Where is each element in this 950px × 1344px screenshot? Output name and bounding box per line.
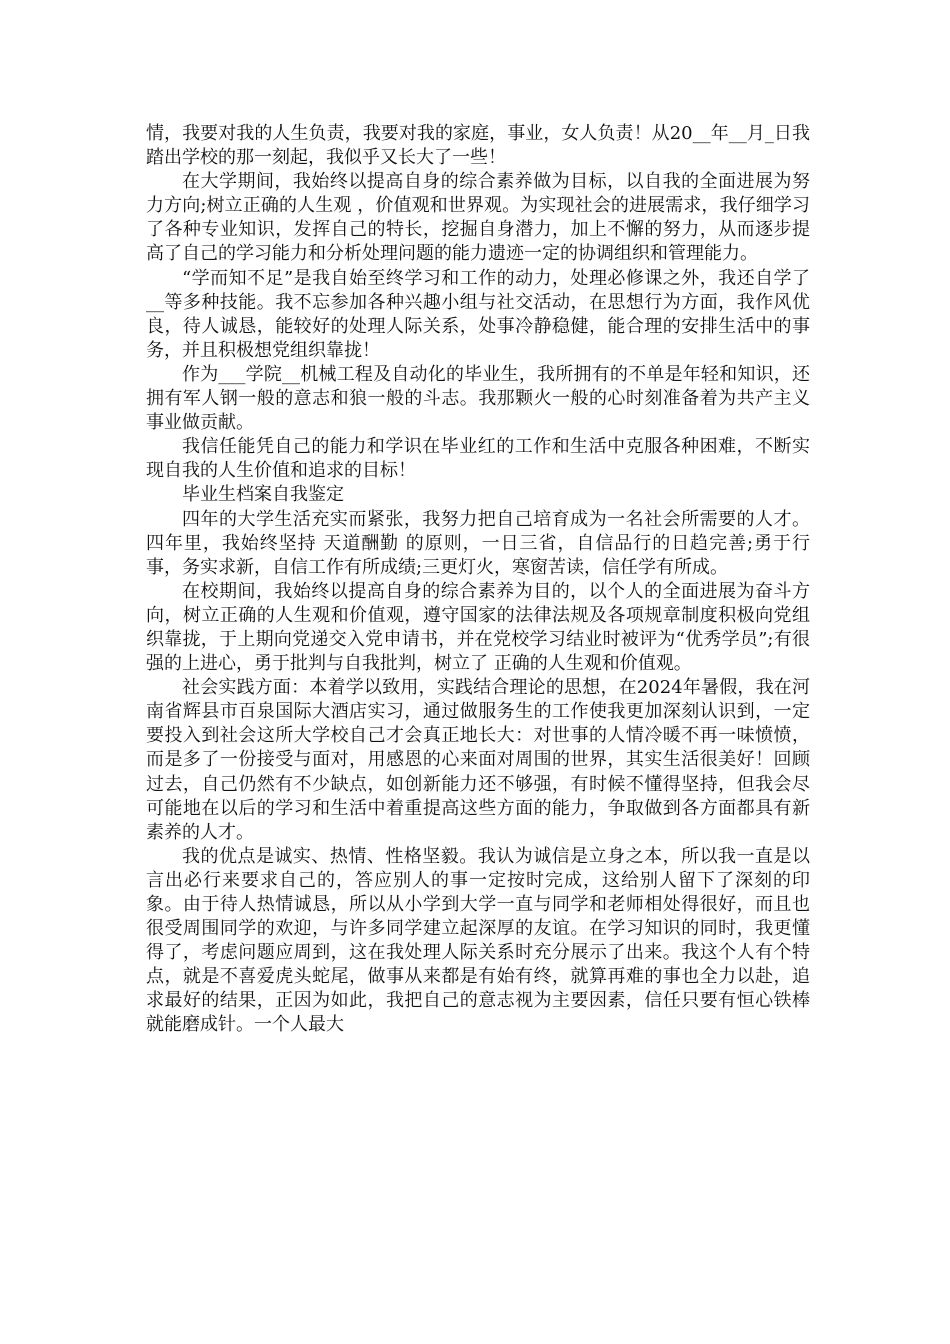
paragraph-social-practice: 社会实践方面：本着学以致用，实践结合理论的思想，在2024年暑假，我在河南省辉县市百泉国际大酒店实习，通过做服务生的工作使我更加深刻认识到，一定要投入到社会这所大学校自己才会真正地长大：对世事的人情冷暖不再一味愤愤，而是多了一份接受与面对，用感恩的心来面对周围的世界，其实生活很美好！回顾过去，自己仍然有不少缺点，如创新能力还不够强，有时候不懂得坚持，但我会尽可能地在以后的学习和生活中着重提高这些方面的能力，争取做到各方面都具有新素养的人才。 [146, 677, 810, 843]
section-heading: 毕业生档案自我鉴定 [182, 484, 344, 506]
paragraph-campus-period: 在校期间，我始终以提高自身的综合素养为目的，以个人的全面进展为奋斗方向，树立正确的人生观和价值观，遵守国家的法律法规及各项规章制度积极向党组织靠拢，于上期向党递交入党申请书，并在党校学习结业时被评为“优秀学员”;有很强的上进心，勇于批判与自我批判，树立了 正确的人生观和价值观。 [146, 580, 810, 675]
document-page [146, 122, 810, 1038]
paragraph-strengths: 我的优点是诚实、热情、性格坚毅。我认为诚信是立身之本，所以我一直是以言出必行来要求自己的，答应别人的事一定按时完成，这给别人留下了深刻的印象。由于待人热情诚恳，所以从小学到大学一直与同学和老师相处得很好，而且也很受周围同学的欢迎，与许多同学建立起深厚的友谊。在学习知识的同时，我更懂得了，考虑问题应周到，这在我处理人际关系时充分展示了出来。我这个人有个特点，就是不喜爱虎头蛇尾，做事从来都是有始有终，就算再难的事也全力以赴，追求最好的结果，正因为如此，我把自己的意志视为主要因素，信任只要有恒心铁棒就能磨成针。一个人最大 [146, 845, 810, 1036]
paragraph-self-study: “学而知不足”是我自始至终学习和工作的动力，处理必修课之外，我还自学了__等多种技能。我不忘参加各种兴趣小组与社交活动，在思想行为方面，我作风优良，待人诚恳，能较好的处理人际关系，处事冷静稳健，能合理的安排生活中的事务，并且积极想党组织靠拢！ [146, 267, 810, 361]
paragraph-confidence: 我信任能凭自己的能力和学识在毕业红的工作和生活中克服各种困难，不断实现自我的人生价值和追求的目标！ [146, 436, 810, 482]
paragraph-four-years: 四年的大学生活充实而紧张，我努力把自己培育成为一名社会所需要的人才。四年里，我始终坚持 天道酬勤 的原则，一日三省，自信品行的日趋完善;勇于行事，务实求新，自信工作有所成绩;三更灯火，寒窗苦读，信任学有所成。 [146, 508, 810, 578]
paragraph-graduate-identity: 作为___学院__机械工程及自动化的毕业生，我所拥有的不单是年轻和知识，还拥有军人钢一般的意志和狼一般的斗志。我那颗火一般的心时刻准备着为共产主义事业做贡献。 [146, 363, 810, 434]
paragraph-comprehensive-quality: 在大学期间，我始终以提高自身的综合素养做为目标，以自我的全面进展为努力方向;树立正确的人生观 ，价值观和世界观。为实现社会的进展需求，我仔细学习了各种专业知识，发挥自己的特长，挖掘自身潜力，加上不懈的努力，从而逐步提高了自己的学习能力和分析处理问题的能力遗迹一定的协调组织和管理能力。 [146, 171, 810, 265]
paragraph-continuation: 情，我要对我的人生负责，我要对我的家庭，事业，女人负责！从20__年__月_日我踏出学校的那一刻起，我似乎又长大了一些！ [146, 123, 810, 169]
